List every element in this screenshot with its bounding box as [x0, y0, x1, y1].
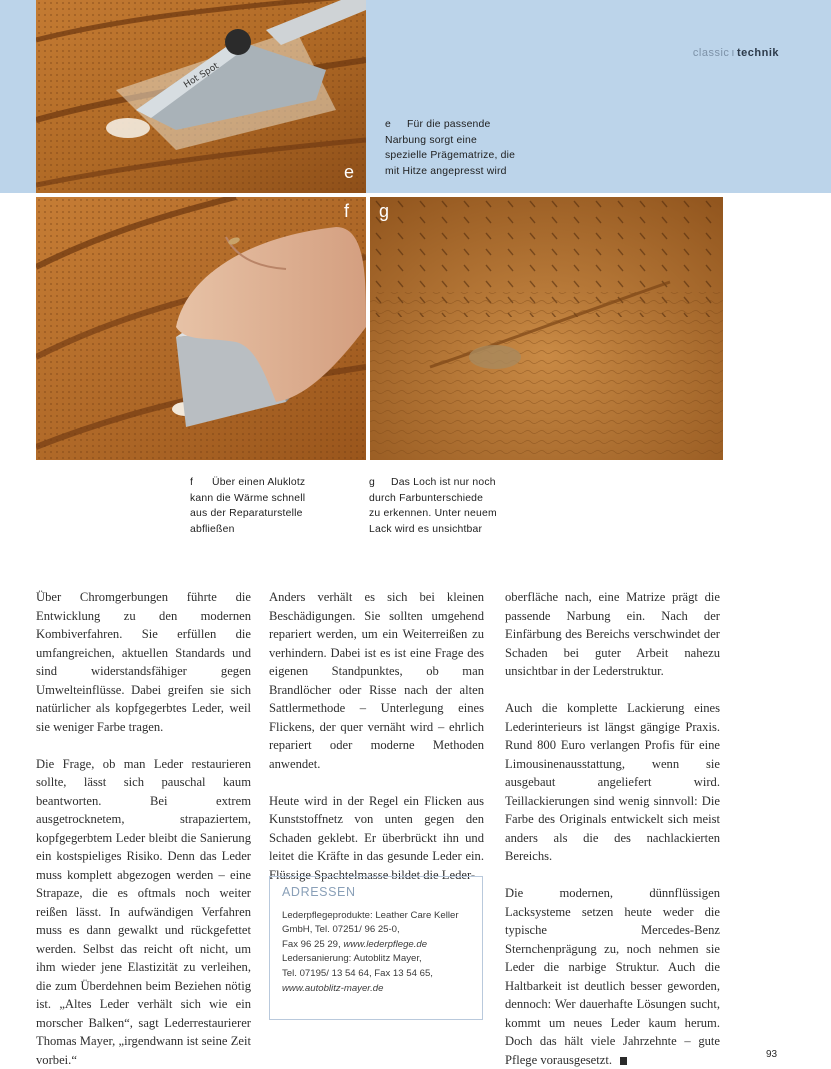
caption-e-text-2: Narbung sorgt eine [385, 133, 515, 149]
svg-text:Hot Spot: Hot Spot [182, 61, 221, 90]
address-line: Tel. 07195/ 13 54 64, Fax 13 54 65, [282, 967, 470, 982]
paragraph-last-text: Die modernen, dünnflüssigen Lacksysteme setzen heute weder die typische Mercedes-Benz Sternchenprägung zu, noch nehmen sie Leder die narbige Struktur. Auch die Haltbarkeit ist deutlich besser geworden, dennoch: Wer dauerhafte Lösungen sucht, kommt um neues Leder kaum herum. Doch das hält viele Jahrzehnte – gute Pflege vorausgesetzt. [505, 886, 720, 1067]
paragraph-last [505, 884, 720, 1069]
address-link-lederpflege[interactable]: www.lederpflege.de [343, 939, 427, 950]
caption-g-text-1: Das Loch ist nur noch [391, 477, 496, 488]
address-link-autoblitz[interactable]: www.autoblitz-mayer.de [282, 983, 383, 994]
article-column-2 [269, 588, 484, 884]
caption-f-text-3: aus der Reparaturstelle [190, 506, 305, 522]
address-box [269, 876, 483, 1020]
address-line: GmbH, Tel. 07251/ 96 25-0, [282, 923, 470, 938]
caption-e-line [385, 117, 515, 133]
caption-e-text-1: Für die passende [407, 119, 491, 130]
address-fax: Fax 96 25 29, [282, 939, 343, 950]
caption-f-text-4: abfließen [190, 522, 305, 538]
section-label-classic: classic [693, 47, 730, 59]
page-number: 93 [766, 1049, 777, 1060]
hand-aluminum-block-photo [36, 197, 366, 460]
photo-g [370, 197, 723, 460]
caption-g-tag: g [369, 475, 391, 491]
article-column-3 [505, 588, 720, 1069]
iron-on-leather-photo [36, 0, 366, 193]
caption-g-text-2: durch Farbunterschiede [369, 491, 497, 507]
photo-f-letter: f [344, 201, 349, 222]
caption-f-line [190, 475, 305, 491]
section-label [693, 47, 779, 59]
photo-e-letter: e [344, 162, 354, 183]
address-line [282, 982, 470, 997]
end-mark-icon [618, 1057, 627, 1065]
caption-f-tag: f [190, 475, 212, 491]
address-line [282, 938, 470, 953]
caption-e-text-4: mit Hitze angepresst wird [385, 164, 515, 180]
article-column-1 [36, 588, 251, 1069]
repaired-leather-closeup-photo [370, 197, 723, 460]
paragraph: oberfläche nach, eine Matrize prägt die passende Narbung ein. Nach der Einfärbung des Bereichs verschwindet der Schaden bei guter Arbeit nahezu unsichtbar in der Lederstruktur. [505, 588, 720, 681]
caption-e-text-3: spezielle Prägematrize, die [385, 148, 515, 164]
paragraph: Anders verhält es sich bei kleinen Beschädigungen. Sie sollten umgehend repariert werden, um ein Weiterreißen zu verhindern. Dabei ist es ist eine Frage des eigenen Standpunktes, ob man Brandlöcher oder Risse nach der alten Sattlermethode – Unterlegung eines Flickens, der quer vernäht wird – ehrlich repariert oder moderne Methoden anwendet. [269, 588, 484, 773]
photo-f [36, 197, 366, 460]
caption-g-text-3: zu erkennen. Unter neuem [369, 506, 497, 522]
caption-f [190, 475, 305, 537]
paragraph: Heute wird in der Regel ein Flicken aus Kunststoffnetz von unten gegen den Schaden geklebt. Er überbrückt ihn und leitet die Kräfte in das gesunde Leder ein. Flüssige Spachtelmasse bildet die Leder- [269, 792, 484, 885]
caption-f-text-1: Über einen Aluklotz [212, 477, 305, 488]
caption-f-text-2: kann die Wärme schnell [190, 491, 305, 507]
section-label-separator: ı [731, 47, 735, 59]
paragraph: Auch die komplette Lackierung eines Lederinterieurs ist längst gängige Praxis. Rund 800 Euro verlangen Profis für eine Limousinenausstattung, wenn sie ausgebaut angeliefert wird. Teillackierungen sind wenig sinnvoll: Die Farbe des Originals entwickelt sich meist anders als die des nachlackierten Bereichs. [505, 699, 720, 866]
caption-e [385, 117, 515, 179]
photo-g-letter: g [379, 201, 389, 222]
caption-g-line [369, 475, 497, 491]
section-label-technik: technik [737, 47, 779, 59]
photo-e [36, 0, 366, 193]
caption-e-tag: e [385, 117, 407, 133]
address-heading: ADRESSEN [282, 885, 470, 900]
caption-g-text-4: Lack wird es unsichtbar [369, 522, 497, 538]
address-line: Ledersanierung: Autoblitz Mayer, [282, 952, 470, 967]
paragraph: Über Chromgerbungen führte die Entwicklung zu den modernen Kombiverfahren. Sie erfüllen die umfangreichen, aktuellen Standards und sind widerstandsfähiger gegen Umwelteinflüsse. Dabei greifen sie sich natürlicher als kopfgegerbtes Leder, weil sie weniger Farbe tragen. [36, 588, 251, 736]
paragraph: Die Frage, ob man Leder restaurieren sollte, lässt sich pauschal kaum beantworten. Bei extrem ausgetrocknetem, strapaziertem, kopfgegerbtem Leder bleibt die Sanierung ein kostspieliges Risiko. Denn das Leder muss komplett abgezogen werden – eine Strapaze, die es oftmals noch weiter reißen lässt. In aufwändigen Verfahren muss es dann gewalkt und rückgefettet werden. Selbst das reicht oft nicht, um ihm wieder jene Elastizität zu verleihen, die zum Überdehnen beim Beziehen nötig ist. „Altes Leder verhält sich wie ein morscher Balken“, sagt Lederrestaurierer Thomas Mayer, „irgendwann ist seine Zeit vorbei.“ [36, 755, 251, 1069]
address-line: Lederpflegeprodukte: Leather Care Keller [282, 909, 470, 924]
caption-g [369, 475, 497, 537]
